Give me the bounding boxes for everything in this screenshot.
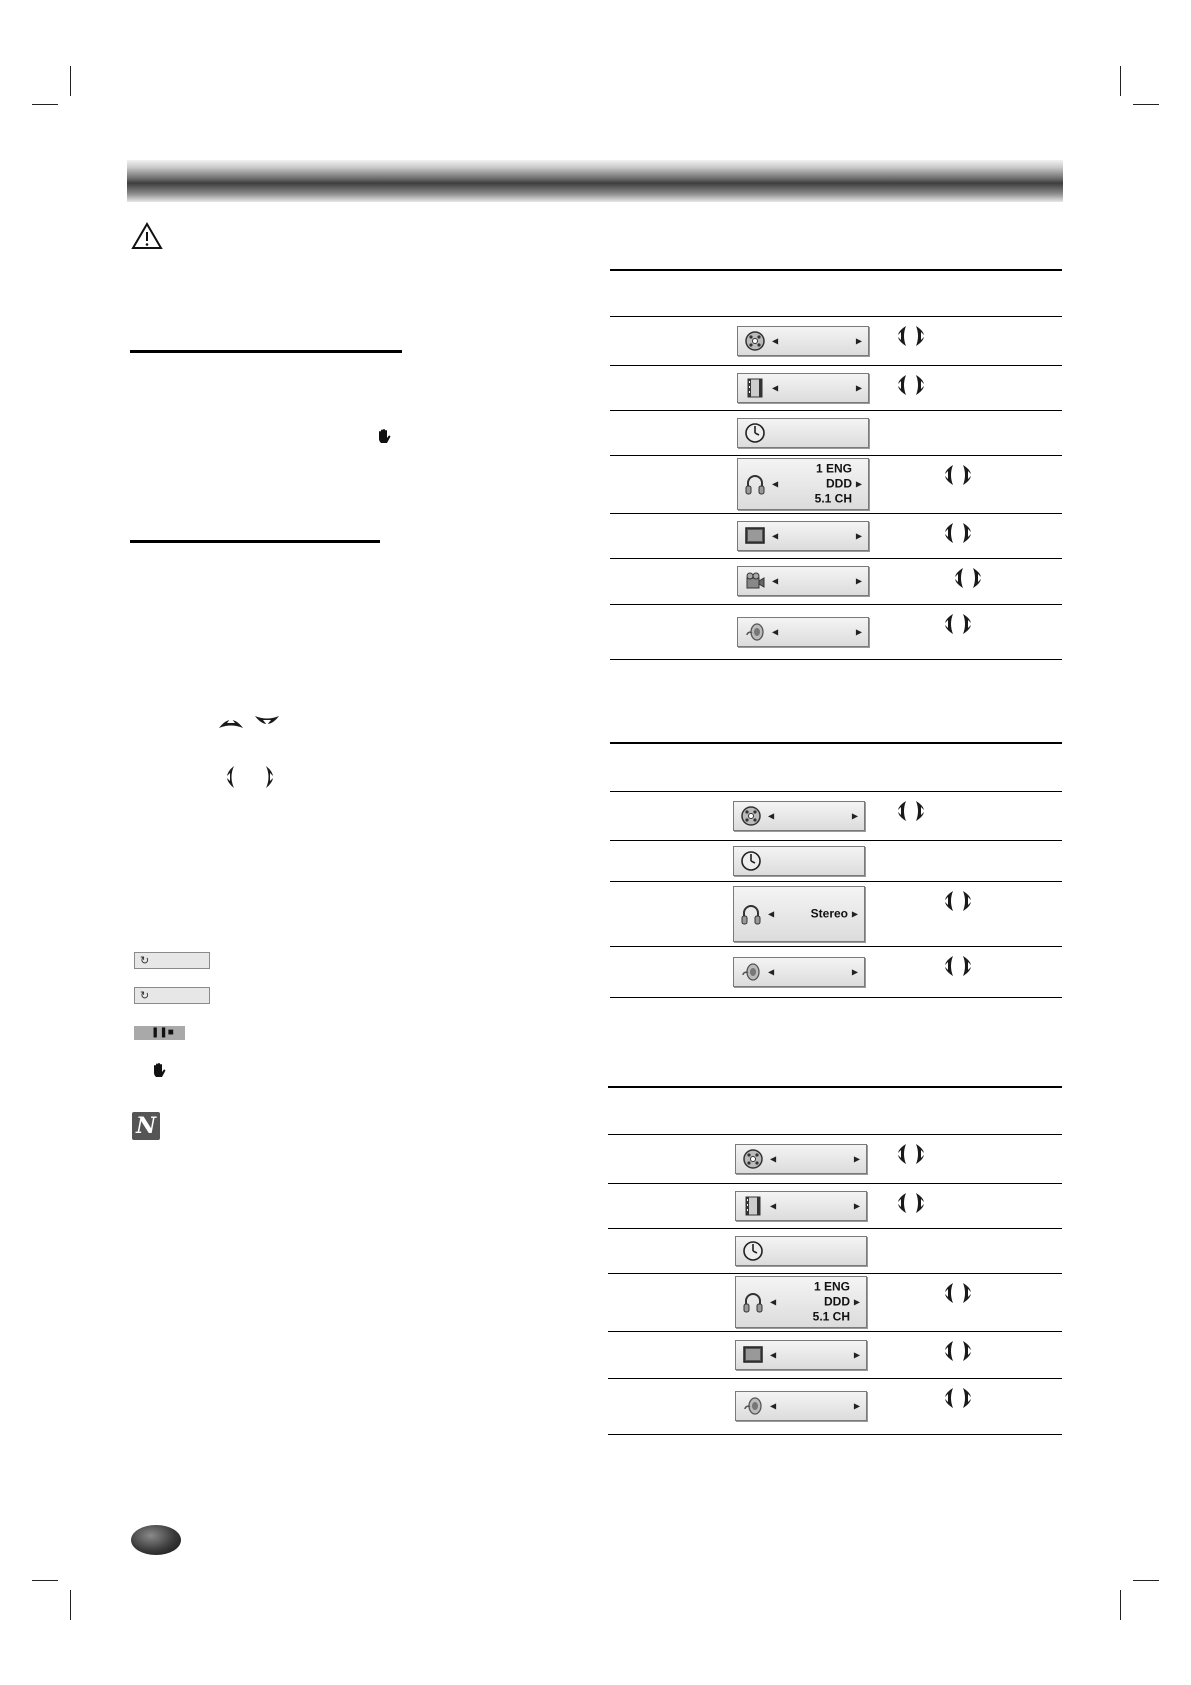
left-right-arrow-icon <box>945 567 991 589</box>
left-right-arrow-icon <box>935 1282 981 1304</box>
table-rule <box>610 840 1062 841</box>
left-arrow-button-icon <box>216 764 246 790</box>
table-rule <box>608 1378 1062 1379</box>
pause-stop-indicator-bar <box>134 1026 185 1040</box>
clock-icon <box>740 850 762 872</box>
osd-display-box <box>737 566 869 596</box>
crop-mark <box>1120 1590 1121 1620</box>
left-right-arrow-icon <box>888 1143 934 1165</box>
osd-display-box <box>737 326 869 356</box>
osd-right-arrow-icon: ▶ <box>855 479 862 489</box>
subheading-rule <box>130 540 380 543</box>
osd-left-arrow-icon: ◀ <box>770 1401 777 1411</box>
speaker-icon <box>742 1395 764 1417</box>
osd-right-arrow-icon: ▶ <box>855 627 862 637</box>
crop-mark <box>70 1590 71 1620</box>
hand-icon <box>150 1062 168 1080</box>
repeat-indicator-bar <box>134 987 210 1004</box>
osd-right-arrow-icon: ▶ <box>855 576 862 586</box>
crop-mark <box>32 104 58 105</box>
repeat-indicator-bar <box>134 952 210 969</box>
table-rule <box>608 1434 1062 1435</box>
audio-icon <box>740 903 762 925</box>
crop-mark <box>32 1580 58 1581</box>
section-header-bar <box>127 160 1063 202</box>
table-rule <box>610 316 1062 317</box>
crop-mark <box>70 66 71 96</box>
osd-left-arrow-icon: ◀ <box>772 479 779 489</box>
note-icon: N <box>132 1112 160 1140</box>
osd-left-arrow-icon: ◀ <box>770 1154 777 1164</box>
osd-display-box <box>735 1276 867 1328</box>
table-rule <box>610 881 1062 882</box>
audio-icon <box>744 473 766 495</box>
osd-display-box <box>735 1144 867 1174</box>
osd-display-box <box>735 1191 867 1221</box>
osd-display-box <box>735 1340 867 1370</box>
osd-value-text: 1 ENG DDD 5.1 CH <box>812 1279 850 1324</box>
osd-right-arrow-icon: ▶ <box>853 1154 860 1164</box>
page-number-tab <box>131 1525 181 1555</box>
osd-display-box <box>737 458 869 510</box>
pause-stop-icon: ❚❚■ <box>151 1027 174 1038</box>
osd-left-arrow-icon: ◀ <box>772 531 779 541</box>
osd-display-box <box>733 886 865 942</box>
left-right-arrow-icon <box>888 800 934 822</box>
film-icon <box>744 377 766 399</box>
subheading-rule <box>130 350 402 353</box>
osd-left-arrow-icon: ◀ <box>772 576 779 586</box>
osd-right-arrow-icon: ▶ <box>853 1297 860 1307</box>
table-rule <box>610 791 1062 792</box>
osd-right-arrow-icon: ▶ <box>851 811 858 821</box>
repeat-icon: ↻ <box>140 990 150 1002</box>
clock-icon <box>744 422 766 444</box>
table-rule <box>610 269 1062 271</box>
table-rule <box>608 1134 1062 1135</box>
disc-icon <box>744 330 766 352</box>
left-right-arrow-icon <box>935 464 981 486</box>
left-right-arrow-icon <box>888 325 934 347</box>
film-icon <box>742 1195 764 1217</box>
osd-left-arrow-icon: ◀ <box>772 383 779 393</box>
disc-icon <box>742 1148 764 1170</box>
crop-mark <box>1133 1580 1159 1581</box>
osd-display-box <box>735 1391 867 1421</box>
table-rule <box>610 997 1062 998</box>
osd-left-arrow-icon: ◀ <box>772 336 779 346</box>
left-right-arrow-icon <box>888 1192 934 1214</box>
speaker-icon <box>744 621 766 643</box>
osd-left-arrow-icon: ◀ <box>768 811 775 821</box>
warning-triangle-icon <box>131 222 163 250</box>
table-rule <box>610 455 1062 456</box>
down-arrow-button-icon <box>252 710 282 736</box>
left-right-arrow-icon <box>888 374 934 396</box>
table-rule <box>610 365 1062 366</box>
table-rule <box>610 604 1062 605</box>
osd-display-box <box>737 617 869 647</box>
left-right-arrow-icon <box>935 1387 981 1409</box>
left-right-arrow-icon <box>935 1340 981 1362</box>
left-right-arrow-icon <box>935 955 981 977</box>
repeat-icon: ↻ <box>140 955 150 967</box>
osd-left-arrow-icon: ◀ <box>768 967 775 977</box>
osd-right-arrow-icon: ▶ <box>855 531 862 541</box>
table-rule <box>608 1331 1062 1332</box>
osd-left-arrow-icon: ◀ <box>772 627 779 637</box>
osd-display-box <box>733 801 865 831</box>
table-rule <box>610 513 1062 514</box>
osd-right-arrow-icon: ▶ <box>855 336 862 346</box>
camera-icon <box>744 570 766 592</box>
clock-icon <box>742 1240 764 1262</box>
osd-right-arrow-icon: ▶ <box>851 909 858 919</box>
left-right-arrow-icon <box>935 890 981 912</box>
osd-left-arrow-icon: ◀ <box>770 1350 777 1360</box>
osd-right-arrow-icon: ▶ <box>851 967 858 977</box>
screen-icon <box>744 525 766 547</box>
osd-left-arrow-icon: ◀ <box>770 1201 777 1211</box>
crop-mark <box>1120 66 1121 96</box>
osd-right-arrow-icon: ▶ <box>855 383 862 393</box>
osd-right-arrow-icon: ▶ <box>853 1201 860 1211</box>
crop-mark <box>1133 104 1159 105</box>
osd-display-box <box>733 957 865 987</box>
left-right-arrow-icon <box>935 522 981 544</box>
osd-left-arrow-icon: ◀ <box>768 909 775 919</box>
table-rule <box>608 1086 1062 1088</box>
left-right-arrow-icon <box>935 613 981 635</box>
osd-value-text: 1 ENG DDD 5.1 CH <box>814 461 852 506</box>
table-rule <box>610 659 1062 660</box>
table-rule <box>610 742 1062 744</box>
osd-display-box <box>737 418 869 448</box>
table-rule <box>610 558 1062 559</box>
table-rule <box>608 1183 1062 1184</box>
speaker-icon <box>740 961 762 983</box>
osd-left-arrow-icon: ◀ <box>770 1297 777 1307</box>
table-rule <box>610 410 1062 411</box>
table-rule <box>608 1228 1062 1229</box>
hand-icon <box>375 428 393 446</box>
osd-display-box <box>737 373 869 403</box>
osd-right-arrow-icon: ▶ <box>853 1350 860 1360</box>
screen-icon <box>742 1344 764 1366</box>
osd-right-arrow-icon: ▶ <box>853 1401 860 1411</box>
osd-value-text: Stereo <box>810 906 848 921</box>
osd-display-box <box>733 846 865 876</box>
up-arrow-button-icon <box>216 710 246 736</box>
table-rule <box>608 1273 1062 1274</box>
right-arrow-button-icon <box>254 764 284 790</box>
disc-icon <box>740 805 762 827</box>
osd-display-box <box>737 521 869 551</box>
table-rule <box>610 946 1062 947</box>
audio-icon <box>742 1291 764 1313</box>
osd-display-box <box>735 1236 867 1266</box>
